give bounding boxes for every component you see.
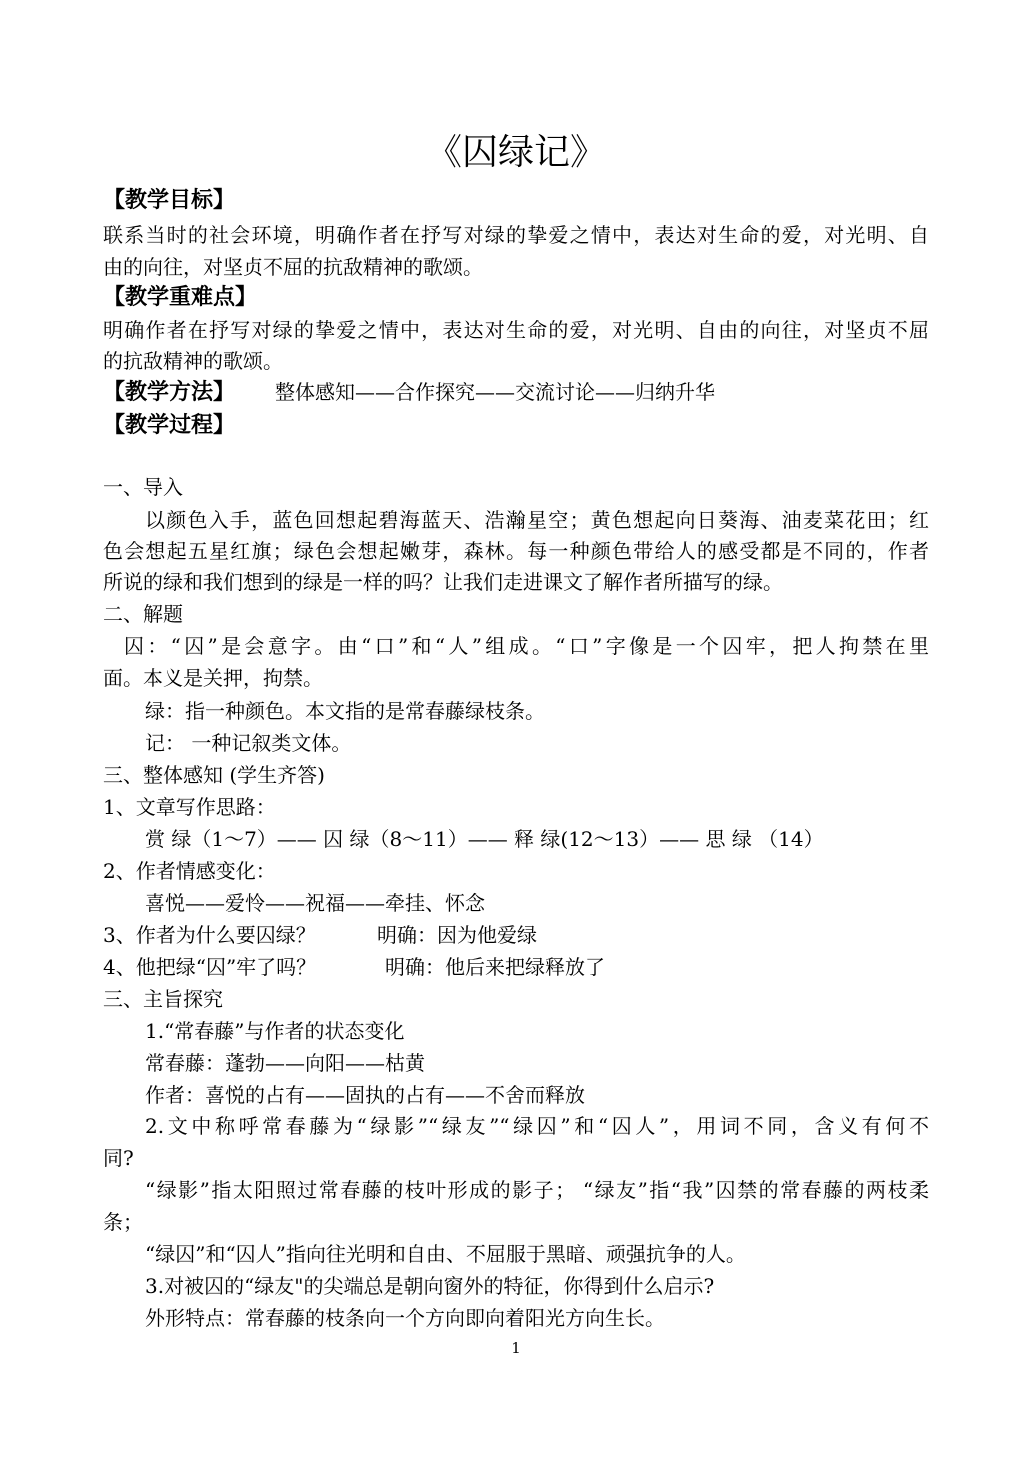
theme-item-3-answer: 外形特点：常春藤的枝条向一个方向即向着阳光方向生长。	[145, 1306, 665, 1330]
jieti-heading: 二、解题	[103, 602, 183, 626]
theme-item-2-answer: “绿影”指太阳照过常春藤的枝叶形成的影子； “绿友”指“我”囚禁的常春藤的两枝柔	[145, 1178, 929, 1202]
question-3: 3、作者为什么要囚绿？	[103, 923, 316, 947]
answer-1: 赏 绿（1～7）—— 囚 绿（8～11）—— 释 绿(12～13）—— 思 绿 （14）	[145, 827, 824, 851]
intro-heading: 一、导入	[103, 475, 183, 499]
intro-text-line: 所说的绿和我们想到的绿是一样的吗？让我们走进课文了解作者所描写的绿。	[103, 570, 783, 594]
question-2: 2、作者情感变化：	[103, 859, 276, 883]
theme-item-1-a: 常春藤：蓬勃——向阳——枯黄	[145, 1051, 425, 1075]
theme-item-2-answer-b: “绿囚”和“囚人”指向往光明和自由、不屈服于黑暗、顽强抗争的人。	[145, 1242, 746, 1266]
jieti-text-line: 囚：“囚”是会意字。由“口”和“人”组成。“口”字像是一个囚牢，把人拘禁在里	[124, 634, 929, 658]
whole-heading: 三、整体感知 (学生齐答)	[103, 763, 325, 787]
question-1: 1、文章写作思路：	[103, 795, 276, 819]
intro-text-line: 色会想起五星红旗；绿色会想起嫩芽，森林。每一种颜色带给人的感受都是不同的，作者	[103, 539, 929, 563]
goal-text-line: 由的向往，对坚贞不屈的抗敌精神的歌颂。	[103, 255, 483, 279]
answer-2: 喜悦——爱怜——祝福——牵挂、怀念	[145, 891, 485, 915]
jieti-text-line: 绿：指一种颜色。本文指的是常春藤绿枝条。	[145, 699, 545, 723]
answer-3: 明确：因为他爱绿	[377, 923, 537, 947]
question-4: 4、他把绿“囚”牢了吗？	[103, 955, 317, 979]
goal-text-line: 联系当时的社会环境，明确作者在抒写对绿的挚爱之情中，表达对生命的爱，对光明、自	[103, 223, 929, 247]
document-title: 《囚绿记》	[425, 132, 606, 173]
method-heading: 【教学方法】	[103, 379, 236, 405]
theme-item-2-answer-cont: 条；	[103, 1210, 143, 1234]
intro-text-line: 以颜色入手，蓝色回想起碧海蓝天、浩瀚星空；黄色想起向日葵海、油麦菜花田；红	[145, 508, 929, 532]
theme-item-1-b: 作者：喜悦的占有——固执的占有——不舍而释放	[145, 1083, 585, 1107]
theme-item-2-cont: 同?	[103, 1146, 134, 1170]
theme-heading: 三、主旨探究	[103, 987, 223, 1011]
method-text: 整体感知——合作探究——交流讨论——归纳升华	[275, 380, 715, 404]
theme-item-2: 2.文中称呼常春藤为“绿影”“绿友”“绿囚”和“囚人”，用词不同，含义有何不	[145, 1114, 929, 1138]
goal-heading: 【教学目标】	[103, 187, 236, 213]
answer-4: 明确：他后来把绿释放了	[385, 955, 605, 979]
jieti-text-line: 记： 一种记叙类文体。	[145, 731, 352, 755]
key-points-text-line: 明确作者在抒写对绿的挚爱之情中，表达对生命的爱，对光明、自由的向往，对坚贞不屈	[103, 318, 929, 342]
jieti-text-line: 面。本义是关押，拘禁。	[103, 666, 323, 690]
process-heading: 【教学过程】	[103, 412, 236, 438]
theme-item-3: 3.对被囚的“绿友"的尖端总是朝向窗外的特征，你得到什么启示?	[145, 1274, 715, 1298]
key-points-text-line: 的抗敌精神的歌颂。	[103, 349, 283, 373]
key-points-heading: 【教学重难点】	[103, 284, 258, 310]
theme-item-1: 1.“常春藤”与作者的状态变化	[145, 1019, 405, 1043]
page-number: 1	[511, 1339, 521, 1357]
